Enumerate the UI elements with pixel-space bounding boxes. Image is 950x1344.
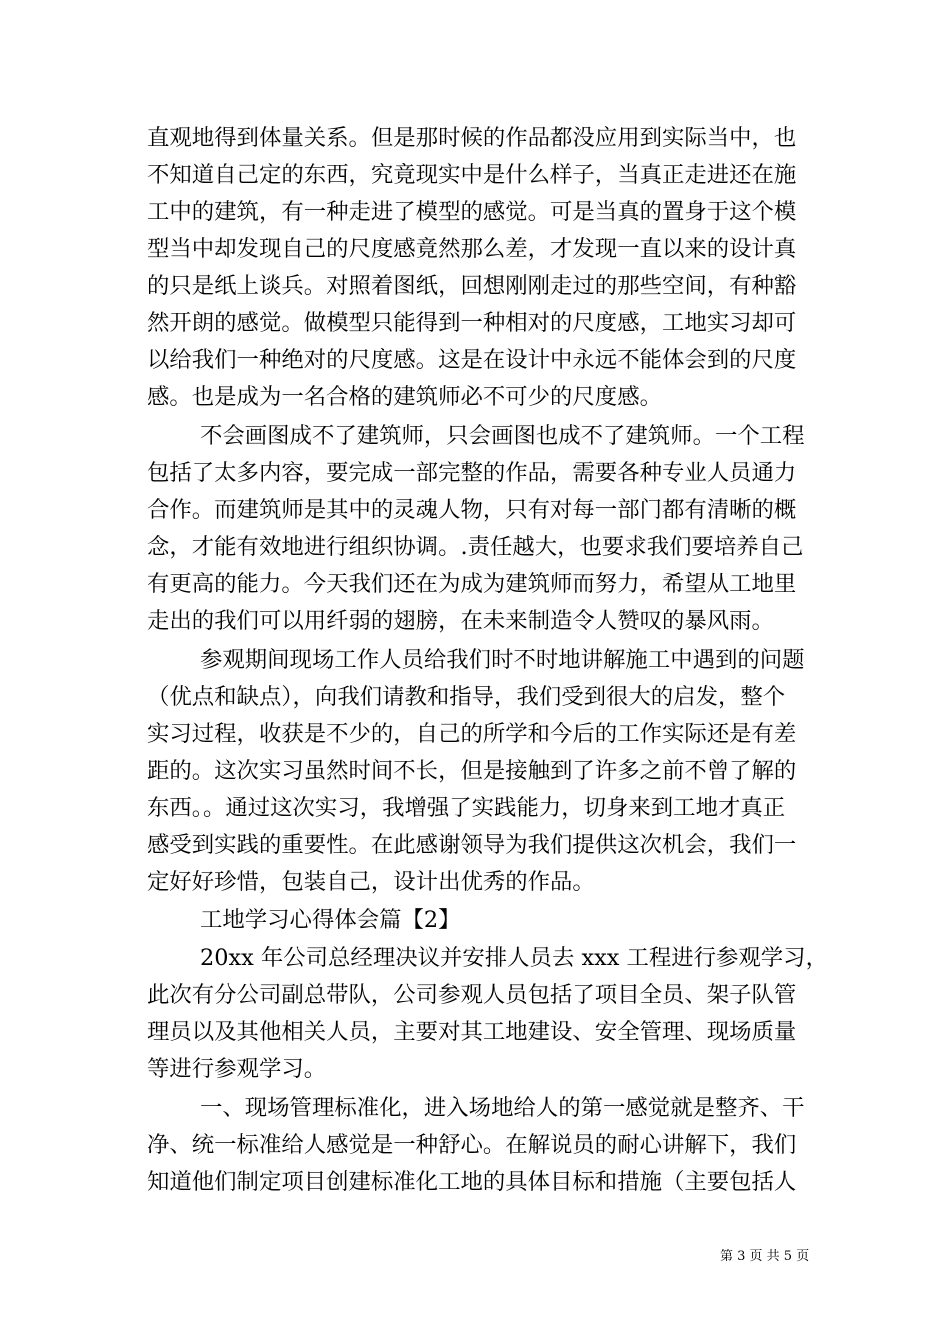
document-page: 直观地得到体量关系。但是那时候的作品都没应用到实际当中，也 不知道自己定的东西，究竟现实中是什么样子，当真正走进还在施 工中的建筑，有一种走进了模型的感觉。可是当真的置身于这个模 型当中却发现自己的尺度感竟然那么差，才发现一直以来的设计真 的只是纸上谈兵。对照着图纸，回想刚刚走过的那些空间，有种豁 然开朗的感觉。做模型只能得到一种相对的尺度感，工地实习却可 以给我们一种绝对的尺度感。这是在设计中永远不能体会到的尺度 感。也是成为一名合格的建筑师必不可少的尺度感。 不会画图成不了建筑师，只会画图也成不了建筑师。一个工程 包括了太多内容，要完成一部完整的作品，需要各种专业人员通力 合作。而建筑师是其中的灵魂人物，只有对每一部门都有清晰的概 念，才能有效地进行组织协调。.责任越大，也要求我们要培养自己 有更高的能力。今天我们还在为成为建筑师而努力，希望从工地里 走出的我们可以用纤弱的翅膀，在未来制造令人赞叹的暴风雨。 参观期间现场工作人员给我们时不时地讲解施工中遇到的问题 （优点和缺点），向我们请教和指导，我们受到很大的启发，整个 实习过程，收获是不少的，自己的所学和今后的工作实际还是有差 距的。这次实习虽然时间不长，但是接触到了许多之前不曾了解的 东西。。通过这次实习，我增强了实践能力，切身来到工地才真正 感受到实践的重要性。在此感谢领导为我们提供这次机会，我们一 定好好珍惜，包装自己，设计出优秀的作品。 工地学习心得体会篇【2】 20xx 年公司总经理决议并安排人员去 xxx 工程进行参观学习， 此次有分公司副总带队，公司参观人员包括了项目全员、架子队管 理员以及其他相关人员，主要对其工地建设、安全管理、现场质量 等进行参观学习。 一、现场管理标准化，进入场地给人的第一感觉就是整齐、干 净、统一标准给人感觉是一种舒心。在解说员的耐心讲解下，我们 知道他们制定项目创建标准化工地的具体目标和措施（主要包括人 第 3 页 共 5 页 [147, 125, 828, 1264]
page-number: 第 3 页 共 5 页 [720, 1249, 810, 1264]
